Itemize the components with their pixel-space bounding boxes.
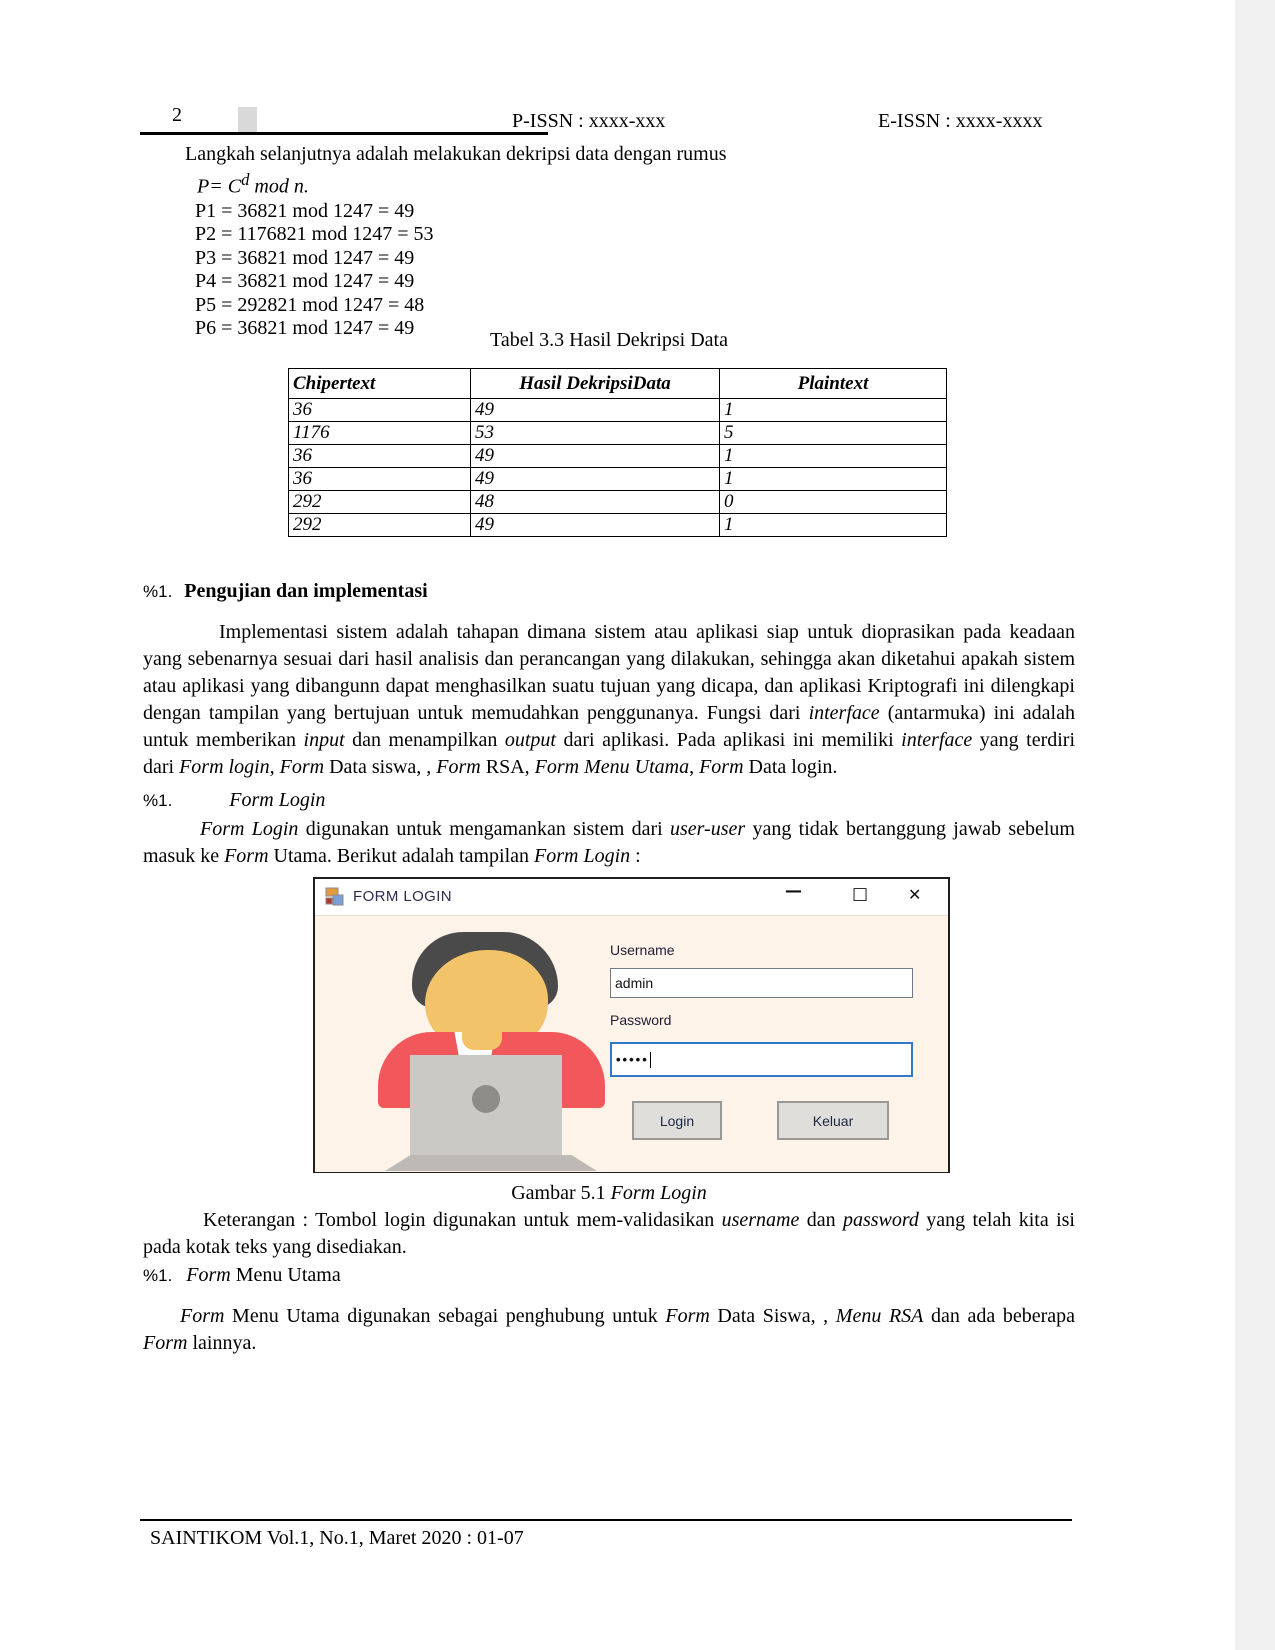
laptop-base	[385, 1155, 597, 1171]
text-run: :	[630, 844, 641, 867]
text-run: dan menampilkan	[344, 729, 505, 751]
text-run: Form Login	[229, 789, 326, 811]
password-label: Password	[610, 1012, 672, 1028]
table-cell: 0	[720, 491, 947, 514]
paragraph-menu-utama	[143, 1303, 1075, 1357]
table-cell: 36	[289, 399, 471, 422]
section-title	[229, 789, 325, 811]
paragraph-form-login	[143, 816, 1075, 869]
text-run: Form	[224, 844, 269, 867]
text-run: interface	[901, 729, 973, 751]
text-run: Data login.	[743, 756, 838, 778]
table-row	[289, 445, 947, 468]
username-input[interactable]	[610, 968, 913, 998]
text-run: yang terdiri dari	[143, 729, 1075, 778]
text-run: Menu RSA	[835, 1305, 924, 1327]
section-heading-form-login	[143, 789, 1075, 812]
section-title	[186, 1264, 340, 1286]
content-block	[143, 580, 1075, 869]
text-run: (antarmuka) ini adalah untuk memberikan	[143, 702, 1075, 751]
text-run: user-user	[670, 818, 746, 840]
decryption-formula	[143, 167, 1075, 200]
footer-rule	[140, 1519, 1072, 1521]
login-button[interactable]: Login	[632, 1101, 722, 1140]
table-row	[289, 514, 947, 537]
login-window	[313, 877, 950, 1173]
paragraph-implementasi	[143, 619, 1075, 781]
avatar-neck	[462, 1016, 502, 1050]
text-run: dan ada beberapa	[923, 1305, 1075, 1327]
table-row	[289, 491, 947, 514]
text-run: Form	[186, 1264, 231, 1286]
table-cell: 1	[720, 514, 947, 537]
laptop-logo-circle	[472, 1085, 500, 1113]
text-run: d	[241, 170, 250, 189]
table-cell: 36	[289, 468, 471, 491]
list-marker: %1.	[143, 1266, 173, 1285]
text-run: Form	[143, 1332, 188, 1354]
header-square	[238, 107, 257, 132]
footer-text: SAINTIKOM Vol.1, No.1, Maret 2020 : 01-07	[150, 1527, 524, 1549]
text-run: Data Siswa, ,	[709, 1305, 836, 1327]
table-cell: 292	[289, 514, 471, 537]
text-run: password	[842, 1209, 919, 1231]
text-run: Form	[180, 1305, 225, 1327]
table-cell: 5	[720, 422, 947, 445]
text-run: yang telah kita isi pada kotak teks yang disediakan.	[143, 1209, 1075, 1258]
text-run: Form Login	[610, 1182, 707, 1204]
table-row	[289, 468, 947, 491]
decrypt-step: P6 = 36821 mod 1247 = 49	[195, 317, 415, 340]
text-run: dari aplikasi. Pada aplikasi ini memiliki	[555, 729, 902, 751]
table-caption: Tabel 3.3 Hasil Dekripsi Data	[490, 329, 728, 351]
text-run: Menu Utama digunakan sebagai penghubung untuk	[224, 1305, 666, 1327]
list-marker: %1.	[143, 582, 173, 601]
section-heading-pengujian	[143, 580, 1075, 603]
decrypt-step: P5 = 292821 mod 1247 = 48	[195, 293, 425, 316]
text-run: username	[721, 1209, 800, 1231]
maximize-button[interactable]: □	[852, 884, 869, 904]
section-title: Pengujian dan implementasi	[184, 580, 428, 602]
text-run: interface	[808, 702, 880, 724]
window-title: FORM LOGIN	[353, 888, 453, 905]
text-run: P= C	[197, 175, 242, 198]
password-masked-value: •••••	[616, 1052, 649, 1067]
decryption-table	[288, 368, 947, 537]
table-cell: 1	[720, 468, 947, 491]
e-issn: E-ISSN : xxxx-xxxx	[878, 110, 1043, 132]
figure-caption	[143, 1180, 1075, 1206]
decrypt-step: P3 = 36821 mod 1247 = 49	[195, 246, 415, 269]
table-cell: 36	[289, 445, 471, 468]
text-run: RSA,	[480, 756, 535, 778]
table-cell: 1	[720, 445, 947, 468]
section-heading-menu-utama	[143, 1264, 1075, 1287]
text-run: Form Login	[200, 818, 299, 840]
table-cell: 53	[471, 422, 720, 445]
decryption-steps	[143, 200, 1075, 341]
minimize-button[interactable]: —	[785, 881, 802, 901]
keterangan-text	[143, 1207, 1075, 1261]
text-run: Form	[436, 756, 481, 778]
list-marker: %1.	[143, 791, 173, 810]
text-run: Data siswa, ,	[324, 756, 437, 778]
decrypt-step: P1 = 36821 mod 1247 = 49	[195, 199, 415, 222]
p-issn: P-ISSN : xxxx-xxx	[512, 110, 666, 132]
username-label: Username	[610, 942, 675, 958]
text-run: Gambar 5.1	[511, 1182, 611, 1204]
login-form-body	[315, 915, 948, 1172]
page-number: 2	[172, 104, 182, 126]
text-run: mod n.	[249, 175, 309, 198]
text-run: lainnya.	[187, 1332, 257, 1354]
scan-artifact-strip	[1235, 0, 1275, 1650]
text-run: input	[303, 729, 345, 751]
table-cell: 48	[471, 491, 720, 514]
text-run: Utama. Berikut adalah tampilan	[268, 844, 535, 867]
text-run: Menu Utama	[230, 1264, 341, 1286]
keluar-button[interactable]: Keluar	[777, 1101, 889, 1140]
text-run: output	[504, 729, 556, 751]
text-run: Form Menu Utama	[534, 756, 690, 778]
table-cell: 1	[720, 399, 947, 422]
text-run: Keterangan : Tombol login digunakan untuk mem-validasikan	[203, 1209, 722, 1231]
table-row	[289, 399, 947, 422]
table-cell: 49	[471, 514, 720, 537]
decrypt-step: P4 = 36821 mod 1247 = 49	[195, 270, 415, 293]
text-run: Form Login	[534, 844, 631, 867]
text-run: Form login, Form	[179, 756, 325, 778]
header-rule	[140, 132, 548, 135]
text-run: Form	[665, 1305, 710, 1327]
decrypt-step: P2 = 1176821 mod 1247 = 53	[195, 223, 434, 246]
table-cell: 1176	[289, 422, 471, 445]
caption-block	[143, 1180, 1075, 1357]
table-header-cell: Plaintext	[720, 369, 947, 399]
table-header-cell: Hasil DekripsiData	[471, 369, 720, 399]
text-caret	[650, 1052, 651, 1068]
table-cell: 292	[289, 491, 471, 514]
text-run: digunakan untuk mengamankan sistem dari	[298, 818, 671, 840]
text-run: ,	[689, 756, 700, 778]
window-titlebar	[315, 879, 948, 915]
intro-line: Langkah selanjutnya adalah melakukan dekripsi data dengan rumus	[185, 143, 727, 165]
table-cell: 49	[471, 399, 720, 422]
text-run: Implementasi sistem adalah tahapan dimana sistem atau aplikasi siap untuk dioprasikan pada keadaan yang sebenarnya sesuai dari hasil analisis dan perancangan yang dilakukan, sehingga akan diketahui apakah sistem atau aplikasi yang dibangunn dapat menghasilkan suatu tujuan yang dicapa, dan aplikasi Kriptografi ini dilengkapi dengan tampilan yang bertujuan untuk memudahkan penggunanya. Fungsi dari	[143, 621, 1075, 724]
text-run: yang tidak bertanggung jawab sebelum masuk ke	[143, 818, 1075, 867]
decryption-block	[143, 142, 1075, 341]
password-input[interactable]	[610, 1042, 913, 1077]
close-button[interactable]: ✕	[908, 885, 922, 904]
text-run: Form	[699, 756, 744, 778]
table-header-cell: Chipertext	[289, 369, 471, 399]
text-run: dan	[799, 1209, 843, 1231]
table-row	[289, 422, 947, 445]
table-cell: 49	[471, 468, 720, 491]
table-header-row	[289, 369, 947, 399]
table-cell: 49	[471, 445, 720, 468]
form-app-icon	[324, 886, 346, 908]
